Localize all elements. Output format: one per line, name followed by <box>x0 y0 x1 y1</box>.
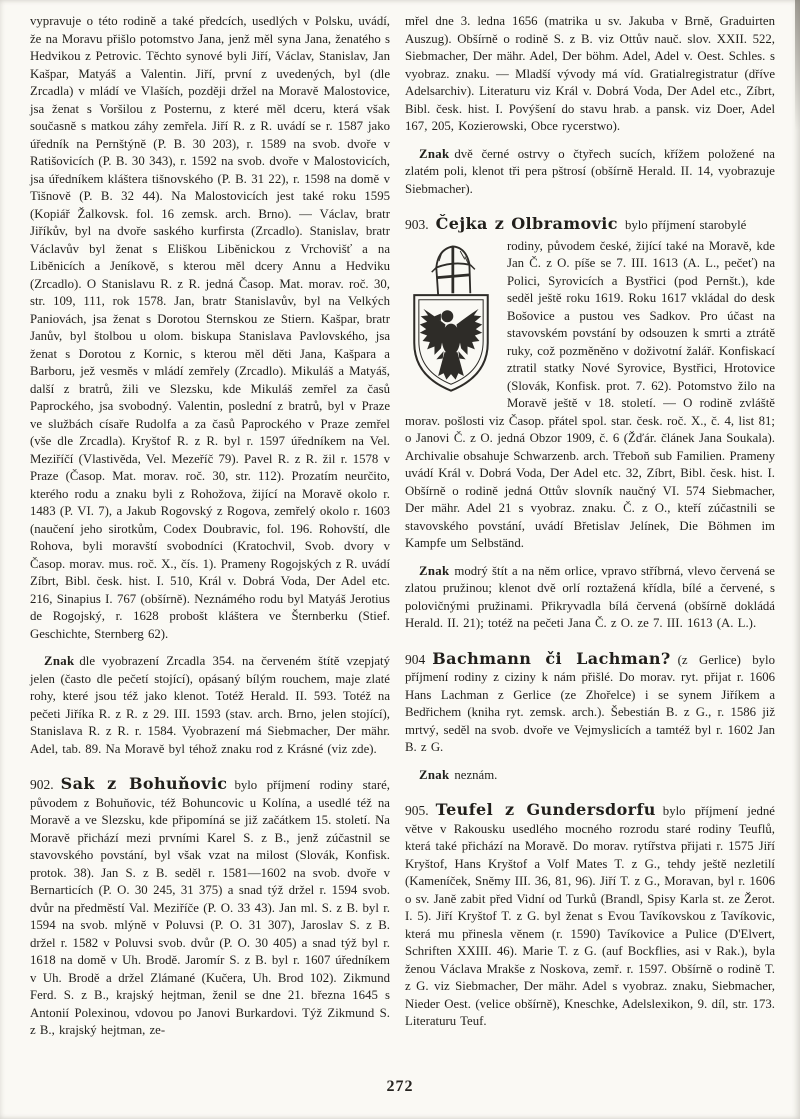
znak-label: Znak <box>419 563 450 578</box>
section-903-title: Čejka z Olbramovic <box>435 214 618 233</box>
section-904-body: (z Gerlice) bylo příjmení rodiny z ciziny k nám přišlé. Do morav. ryt. přijat r. 1606 Hans Lachman z Gerlice (ze Zhořelce) i se synem Jiříkem a Bedřichem (kniha ryt. zemsk. arch.). Šebestián B. z G., r. 1586 již mrtvý, seděl na svob. dvoře ve Vejmyslicích a tamtéž byl r. 1602 Jan B. z G. <box>405 652 775 754</box>
section-903-body: rodiny, původem české, žijící také na Moravě, kde Jan Č. z O. píše se 7. III. 1613 (A. L., pečeť) na Polici, Syrovicích a Bystřici (pod Pernšt.), kde seděl ještě roku 1619. Roku 1617 vkládal do desk Bošovice a pustou ves Sadkov. Pro účast na stavovském povstání by odsouzen k smrti a ztrátě ruky, což pozměněno v doživotní žalář. Konfiskací ztratil statky Nové Syrovice, Bystřici, Hrotovice (Slovák, Konfisk. prot. 7. 62). Potomstvo žilo na Moravě ještě v 18. století. — O rodině zvláště morav. pošlosti viz Časop. přátel spol. star. česk. roč. X., č. 4, list 81; o Janovi Č. z O. jedná Obzor 1909, č. 6 (Žďár. článek Jana Soukala). Archivalie obsahuje Schwarzenb. arch. Třeboň sub Familien. Prameny uvádí Král v. Dobrá Voda, Der Adel etc. 32, Zíbrt, Bibl. česk. hist. I. Obšírně o rodině jedná Ottův slovník naučný VI. 574 Siebmacher, Der mähr. Adel 21 s vyobraz. znaku. Č. z O., kteří zúčastnili se stavovského povstání, uvádí Břetislav Jelínek, Die Böhmen im Kampfe um Selbständ. <box>405 238 775 550</box>
znak-paragraph-rogojsky <box>30 653 390 758</box>
section-903-number: 903. <box>405 217 429 232</box>
page-number: 272 <box>386 1078 414 1095</box>
znak-paragraph-cejka <box>405 563 775 633</box>
section-902-body: bylo příjmení rodiny staré, původem z Bohuňovic, též Bohuncovic u Kolína, a usedlé též na Moravě a ve Slezsku, kde připomíná se již začátkem 15. století. Na Moravě přichází mezi prvními Karel S. z B., jenž zúčastnil se stavovského povstání, byl však vzat na milost (Slovák, Konfisk. protok. 38). Jan S. z B. seděl r. 1581—1602 na svob. dvoře v Bernarticích (P. O. 30 245, 31 375) a snad týž držel r. 1594 svob. dvůr na předměstí Val. Meziříče (P. O. 33 43). Jan ml. S. z B. byl r. 1594 na svob. mlýně v Poluvsi (P. O. 31 307), Jaroslav S. z B. držel r. 1582 v Poluvsi svob. dvůr (P. O. 30 405) a snad týž byl r. 1618 na domě v Uh. Brodě. Jaromír S. z B. byl r. 1607 úředníkem v Uh. Brodě a držel Zlámané (Kučera, Uh. Brod 102). Zikmund Ferd. S. z B., krajský hejtman, ženil se dne 21. března 1645 s Antonií Polexinou, vdovou po Janovi Burkardovi. Týž Zikmund S. z B., krajský hejtman, ze- <box>30 778 390 1037</box>
section-905 <box>405 801 775 1031</box>
znak-text: modrý štít a na něm orlice, vpravo stříbrná, vlevo červená se zlatou pružinou; klenot dvě orlí roztažená křídla, bílé a červené, s polovičnými pružinami. Přikryvadla bílá červená (obšírně dokládá Herald. II. 21); totéž na pečeti Jana Č. z O. ze 7. III. 1613 (A. L.). <box>405 563 775 630</box>
section-903-body-paragraph <box>405 238 775 553</box>
znak-text: dle vyobrazení Zrcadla 354. na červeném štítě vzepjatý jelen (často dle pečetí stojící), opásaný bílým rouchem, maje zlaté rohy, které jsou též jako klenot. Totéž Herald. II. 593. Totéž na pečeti Jiříka R. z R. z 29. III. 1593 (stav. arch. Brno, jelen stojící), Stanislava R. z R. r. 1584. Vyobrazení má Siebmacher, Der mähr. Adel, tab. 89. Na Moravě byl téhož znaku rod z Krásné (viz zde). <box>30 654 390 756</box>
paragraph-rogojsky-continuation: vypravuje o této rodině a také předcích, usedlých v Polsku, uvádí, že na Moravu přišlo potomstvo Jana, jenž měl syna Jana, ženatého s Hedvikou z Petrovic. Těchto synové byli Jiří, Václav, Stanislav, Jan Kašpar, Matyáš a Valentin. Jiří, první z uvedených, byl (dle Zrcadla) v mládí ve Vlaších, později držel na Moravě Malostovice, jsa ženat s Voršilou z Posternu, z které měl dceru, která však současně s matkou záhy zemřela. Jiří R. z R. uvádí se r. 1587 jako úředník na Pernštýně (P. B. 30 203), r. 1589 na svob. dvoře v Ratišovicích (P. B. 30 343), r. 1592 na svob. dvoře v Malostovicích, jsa úředníkem kláštera tišnovského (P. B. 31 22), r. 1598 na domě v Tišnově (P. B. 32 44). Na Malostovicích jest také roku 1595 (Kopiář Žalkovsk. fol. 16 zemsk. arch. Brno). — Václav, bratr Jiříkův, byl na dvoře saského kurfirsta (Zrcadlo). Stanislav, bratr Václavův byl ženat s Eliškou Liběnickou z Vrchovišť a na Liběnicích a Jeníkově, s kterou měl dcery Annu a Hedviku (Zrcadlo). O Stanislavu R. z R. jedná Časop. Mat. morav. roč. 30, str. 109, 111, rok 1578. Jan, bratr Stanislavův, byl na Velkých Paniovách, jsa ženat s Dorotou Sternskou ze Stiern. Kašpar, bratr Janův, byl štolbou u olom. biskupa Stanislava Pavlovského, jsa ženat s Dorotou z Kornic, s kterou měl děti Jana, Kašpara a Barboru, jež vesměs v mládí zemřely (Zrcadlo). Mikuláš a Matyáš, další z bratrů, žili ve Slezsku, kde Mikuláš zemřel za časů Paprockého, jsa svobodný. Valentin, poslední z bratrů, byl v Praze ve službách císaře Rudolfa a za časů Paprockého v Praze zemřel (vše dle Zrcadla). Kryštof R. z R. byl r. 1597 úředníkem na Vel. Meziříčí (Vlastivěda, Vel. Mezeříč 79). Pavel R. z R. žil r. 1578 v Praze (Časop. Mat. morav. roč. 30, str. 112). Prozatím neurčito, kterého rodu a znaku byli z Rohožova, žijící na Moravě okolo r. 1483 (P. VI. 7), a Jakub Rogovský z Rogova, zemřelý okolo r. 1603 (naučení jeho sirotkům, Codex Doubravic, fol. 196. Rohovští, dle Rohova, byli moravští svobodníci (Kratochvil, Svob. dvory v Časop. morav. mus. roč. X., čís. 1). Prameny Rogojských z R. uvádí Zíbrt, Bibl. česk. hist. I. 510, Král v. Dobrá Voda, Der Adel etc. 216, Sinapius I. 767 (obšírně). Neznámého rodu byl Matyáš Jerotius de Rogojský, r. 1628 probošt kláštera ve Šternberku (Stief. Geschichte, Sternberg 62). <box>30 14 390 641</box>
section-904 <box>405 650 775 757</box>
znak-label: Znak <box>44 654 75 668</box>
znak-paragraph-bachmann <box>405 767 775 785</box>
znak-label: Znak <box>419 767 450 782</box>
section-904-title: Bachmann či Lachman? <box>432 648 671 668</box>
znak-text: dvě černé ostrvy o čtyřech sucích, křížem položené na zlatém poli, klenot tři pera pštrosí (obšírně Herald. II. 14, vyobrazuje Siebmacher). <box>405 146 775 196</box>
section-903-lead: bylo příjmení starobylé <box>624 218 747 232</box>
section-905-body: bylo příjmení jedné větve v Rakousku usedlého mocného rozrodu staré rodiny Teuflů, která také přichází na Moravě. Do morav. rytířstva přijati r. 1575 Jiří Kryštof, Hans Kryštof a Volf Mates T. z G., tehdy ještě nezletilí (Kameníček, Sněmy III. 36, 81, 96). Jiří T. z G., Moravan, byl r. 1606 o sv. Janě zabit před Vidní od Turků (Brandl, Spisy Karla st. ze Žerot. I. 5). Jiří Kryštof T. z G. byl ženat s Evou Tavíkovskou z Tavíkovic, která mu přinesla věnem (r. 1590) Tavíkovice a Pulice (D'Elvert, Schriften XXIII. 46). Marie T. z G. (auf Bockflies, asi v Rak.), byla ženou Václava Mrakše z Noskova, zemř. r. 1597. Obšírně o rodině T. z G. viz Siebmacher, Der mähr. Adel s vyobraz. znaku, Siebmacher, Nieder Oest. (velice obšírně), Kneschke, Adelslexikon, 9. díl, str. 173. Literaturu Teuf. <box>405 804 775 1028</box>
scan-edge-artifact <box>795 0 800 130</box>
znak-label: Znak <box>419 146 450 161</box>
section-905-number: 905. <box>405 803 429 818</box>
znak-paragraph-sak <box>405 146 775 199</box>
eagle-shield-helm-icon <box>405 240 497 398</box>
section-904-number: 904 <box>405 651 426 667</box>
section-905-title: Teufel z Gundersdorfu <box>435 800 656 819</box>
section-902-number: 902. <box>30 777 54 792</box>
right-column <box>405 13 775 1040</box>
section-902-title: Sak z Bohuňovic <box>60 774 228 793</box>
znak-text: neznám. <box>454 767 498 782</box>
paragraph-sak-continuation: mřel dne 3. ledna 1656 (matrika u sv. Jakuba v Brně, Graduirten Auszug). Obšírně o rodině S. z B. viz Ottův nauč. slov. XXII. 522, Siebmacher, Der mähr. Adel, Der böhm. Adel, Adel v. Oest. Schles. s vyobraz. znaku. — Mladší vývody má víd. Gratialregistratur (dříve Adelsarchiv). Literaturu viz Král v. Dobrá Voda, Der Adel etc., Zíbrt, Bibl. česk. hist. I. Povýšení do stavu hrab. a pansk. viz Doer, Adel 167, 205, Kozierowski, Obce rycerstwo). <box>405 14 775 133</box>
cejka-coat-of-arms-illustration <box>405 240 497 398</box>
left-column <box>30 13 390 1040</box>
section-903-heading <box>405 215 775 235</box>
section-902 <box>30 775 390 1040</box>
